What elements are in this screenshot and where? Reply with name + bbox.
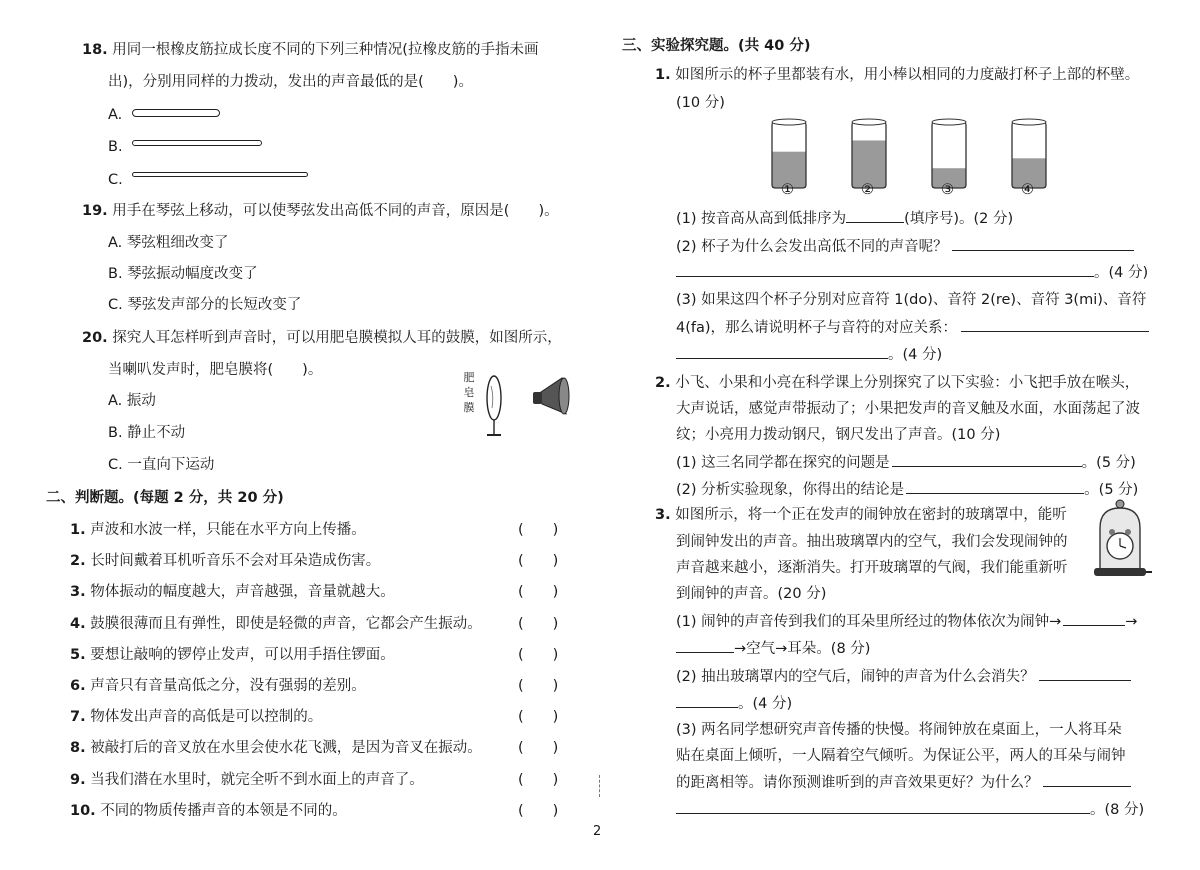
judgement-item: [70, 676, 366, 696]
judgement-number: 9.: [70, 771, 86, 788]
judgement-number: 3.: [70, 584, 86, 601]
cup-label: ④: [1021, 182, 1034, 198]
judgement-answer-paren[interactable]: ( ): [518, 771, 559, 788]
judgement-item: [70, 738, 482, 758]
r-q1-sub1: [676, 208, 1013, 229]
r-q1-sub3-line1: (3) 如果这四个杯子分别对应音符 1(do)、音符 2(re)、音符 3(mi)、音符: [676, 292, 1147, 308]
r-q2-line1: [655, 373, 1139, 393]
cup-label: ③: [941, 182, 954, 198]
judgement-answer-paren[interactable]: ( ): [518, 709, 559, 726]
r-q3-line4: 到闹钟的声音。(20 分): [676, 586, 827, 602]
soap-film-label-char: 皂: [463, 386, 475, 399]
judgement-number: 5.: [70, 646, 86, 663]
water-cup: [932, 119, 966, 188]
judgement-answer-paren[interactable]: ( ): [518, 522, 559, 538]
q20-line2: 当喇叭发声时，肥皂膜将( )。: [108, 362, 323, 378]
r-q3-sub3-line2: 贴在桌面上倾听，一人隔着空气倾听。为保证公平，两人的耳朵与闹钟: [676, 748, 1126, 764]
q18-text: 用同一根橡皮筋拉成长度不同的下列三种情况(拉橡皮筋的手指未画: [112, 42, 539, 58]
r-q1-number: 1.: [655, 67, 671, 83]
cup-rim: [772, 119, 806, 125]
judgement-number: 7.: [70, 709, 86, 726]
r-q1-sub2-line2: [676, 262, 1148, 283]
judgement-text: 长时间戴着耳机听音乐不会对耳朵造成伤害。: [90, 553, 381, 570]
r-q3-sub2-text: (2) 抽出玻璃罩内的空气后，闹钟的声音为什么会消失？: [676, 669, 1035, 685]
cup-rim: [1012, 119, 1046, 125]
q19-line: [82, 201, 559, 221]
judgement-number: 2.: [70, 553, 86, 570]
r-q3-sub2: [676, 666, 1131, 687]
answer-blank[interactable]: [676, 693, 738, 708]
judgement-answer-paren[interactable]: ( ): [518, 553, 559, 570]
judgement-item: [70, 614, 482, 634]
water-cup: [852, 119, 886, 188]
r-q1-sub1-tail: (填序号)。(2 分): [904, 211, 1014, 227]
bell-jar-base: [1094, 568, 1146, 576]
answer-blank[interactable]: [846, 208, 904, 223]
r-q3-sub1-line2: [676, 638, 870, 659]
q20-option-c: C. 一直向下运动: [108, 457, 215, 473]
r-q3-line3: 声音越来越小，逐渐消失。打开玻璃罩的气阀，我们能重新听: [676, 560, 1068, 576]
q19-option-a: A. 琴弦粗细改变了: [108, 235, 229, 251]
answer-blank[interactable]: [676, 344, 888, 359]
q20-number: 20.: [82, 330, 108, 346]
cup-rim: [932, 119, 966, 125]
judgement-text: 被敲打后的音叉放在水里会使水花飞溅，是因为音叉在振动。: [90, 740, 482, 757]
judgement-text: 声音只有音量高低之分，没有强弱的差别。: [90, 678, 366, 694]
r-q1-sub3-line3: [676, 344, 942, 365]
judgement-number: 1.: [70, 522, 86, 538]
judgement-item: [70, 707, 322, 727]
rubber-band-short: [132, 109, 220, 117]
r-q1-line1: [655, 65, 1139, 85]
judgement-text: 要想让敲响的锣停止发声，可以用手捂住锣面。: [90, 646, 395, 663]
judgement-item: [70, 582, 395, 602]
bell-jar-clock-figure: [1092, 498, 1152, 580]
q19-number: 19.: [82, 203, 108, 219]
judgement-text: 物体发出声音的高低是可以控制的。: [90, 709, 323, 726]
q18-option-c: C.: [108, 172, 123, 188]
section2-title: 二、判断题。(每题 2 分，共 20 分): [46, 490, 284, 506]
r-q2-sub2: [676, 479, 1138, 500]
r-q2-sub1-text: (1) 这三名同学都在探究的问题是: [676, 455, 890, 471]
r-q1-sub3-line2: [676, 317, 1149, 338]
rubber-band-long: [132, 172, 308, 177]
r-q1-sub3-score: 。(4 分): [888, 347, 943, 363]
arrow-glyph: →: [1125, 614, 1138, 630]
alarm-clock-icon: [1107, 529, 1133, 559]
judgement-answer-paren[interactable]: ( ): [518, 646, 559, 663]
r-q3-sub3-line4: [676, 799, 1144, 820]
judgement-item: [70, 801, 347, 821]
r-q3-sub3-text: 的距离相等。请你预测谁听到的声音效果更好？为什么？: [676, 775, 1039, 791]
r-q2-sub1: [676, 452, 1136, 473]
q18-option-a: A.: [108, 107, 123, 123]
judgement-answer-paren[interactable]: ( ): [518, 615, 559, 632]
r-q3-line2: 到闹钟发出的声音。抽出玻璃罩内的空气，我们会发现闹钟的: [676, 534, 1068, 550]
answer-blank[interactable]: [1039, 666, 1131, 681]
judgement-item: [70, 770, 424, 790]
r-q1-text: 如图所示的杯子里都装有水，用小棒以相同的力度敲打杯子上部的杯壁。: [675, 67, 1140, 83]
q20-option-a: A. 振动: [108, 393, 156, 409]
judgement-text: 鼓膜很薄而且有弹性，即使是轻微的声音，它都会产生振动。: [90, 615, 482, 632]
water-cups-figure: [762, 118, 1062, 202]
cup-label: ②: [861, 182, 874, 198]
water-cup: [1012, 119, 1046, 188]
r-q2-number: 2.: [655, 375, 671, 391]
q20-line1: [82, 328, 562, 348]
rubber-band-medium: [132, 140, 262, 146]
r-q3-number: 3.: [655, 507, 671, 523]
judgement-number: 10.: [70, 802, 96, 819]
water-cup: [772, 119, 806, 188]
q18-number: 18.: [82, 42, 108, 58]
judgement-answer-paren[interactable]: ( ): [518, 584, 559, 601]
judgement-answer-paren[interactable]: ( ): [518, 678, 559, 694]
judgement-item: [70, 520, 366, 540]
q19-option-c: C. 琴弦发声部分的长短改变了: [108, 297, 302, 313]
q19-text: 用手在琴弦上移动，可以使琴弦发出高低不同的声音，原因是( )。: [112, 203, 559, 219]
r-q1-sub2-score: 。(4 分): [1094, 265, 1149, 281]
soap-film-figure: [480, 370, 580, 442]
r-q2-text: 小飞、小果和小亮在科学课上分别探究了以下实验：小飞把手放在喉头，: [675, 375, 1140, 391]
judgement-number: 8.: [70, 740, 86, 757]
answer-blank[interactable]: [1063, 611, 1125, 626]
r-q1-sub1-text: (1) 按音高从高到低排序为: [676, 211, 847, 227]
r-q2-sub2-text: (2) 分析实验现象，你得出的结论是: [676, 482, 905, 498]
page-number: 2: [593, 824, 602, 839]
judgement-text: 当我们潜在水里时，就完全听不到水面上的声音了。: [90, 771, 424, 788]
r-q2-sub2-score: 。(5 分): [1084, 482, 1139, 498]
judgement-answer-paren[interactable]: ( ): [518, 802, 559, 819]
r-q3-sub1-tail: →空气→耳朵。(8 分): [734, 641, 871, 657]
r-q1-sub2: [676, 236, 1134, 257]
answer-blank[interactable]: [676, 799, 1090, 814]
q19-option-b: B. 琴弦振动幅度改变了: [108, 266, 258, 282]
answer-blank[interactable]: [961, 317, 1149, 332]
r-q3-sub1: [676, 611, 1137, 632]
r-q3-sub1-text: (1) 闹钟的声音传到我们的耳朵里所经过的物体依次为闹钟→: [676, 614, 1062, 630]
r-q3-sub3-score: 。(8 分): [1090, 802, 1145, 818]
section3-title: 三、实验探究题。(共 40 分): [622, 38, 811, 54]
soap-film-label-char: 肥: [463, 371, 475, 384]
cup-rim: [852, 119, 886, 125]
loudspeaker-icon: [533, 378, 569, 414]
answer-blank[interactable]: [906, 479, 1084, 494]
soap-film-label-char: 膜: [463, 401, 475, 414]
cup-label: ①: [781, 182, 794, 198]
r-q1-sub3-text: 4(fa)，那么请说明杯子与音符的对应关系：: [676, 320, 958, 336]
r-q3-sub3-line1: (3) 两名同学想研究声音传播的快慢。将闹钟放在桌面上，一人将耳朵: [676, 722, 1122, 738]
r-q1-line2: (10 分): [676, 95, 725, 111]
q20-option-b: B. 静止不动: [108, 425, 186, 441]
q18-line2: 出)，分别用同样的力拨动，发出的声音最低的是( )。: [108, 74, 473, 90]
answer-blank[interactable]: [1043, 772, 1131, 787]
soap-film-ring: [487, 376, 501, 420]
judgement-text: 声波和水波一样，只能在水平方向上传播。: [90, 522, 366, 538]
r-q3-text: 如图所示，将一个正在发声的闹钟放在密封的玻璃罩中，能听: [675, 507, 1067, 523]
judgement-number: 4.: [70, 615, 86, 632]
r-q2-line3: 纹；小亮用力拨动钢尺，钢尺发出了声音。(10 分): [676, 427, 1001, 443]
answer-blank[interactable]: [676, 638, 734, 653]
judgement-answer-paren[interactable]: ( ): [518, 740, 559, 757]
judgement-item: [70, 551, 380, 571]
answer-blank[interactable]: [892, 452, 1082, 467]
r-q1-sub2-text: (2) 杯子为什么会发出高低不同的声音呢？: [676, 239, 948, 255]
q18-option-b: B.: [108, 139, 123, 155]
answer-blank[interactable]: [676, 262, 1094, 277]
soap-film-label: [463, 370, 475, 415]
judgement-text: 物体振动的幅度越大，声音越强，音量就越大。: [90, 584, 395, 601]
r-q2-line2: 大声说话，感觉声带振动了；小果把发声的音叉触及水面，水面荡起了波: [676, 401, 1140, 417]
r-q3-sub3-line3: [676, 772, 1131, 793]
judgement-text: 不同的物质传播声音的本领是不同的。: [100, 802, 347, 819]
q18-line1: [82, 40, 538, 60]
r-q2-sub1-score: 。(5 分): [1081, 455, 1136, 471]
column-divider: [599, 775, 600, 797]
judgement-item: [70, 645, 395, 665]
r-q3-sub2-line2: [676, 693, 792, 714]
r-q3-sub2-score: 。(4 分): [738, 696, 793, 712]
r-q3-line1: [655, 505, 1067, 525]
q20-text: 探究人耳怎样听到声音时，可以用肥皂膜模拟人耳的鼓膜，如图所示，: [112, 330, 562, 346]
judgement-number: 6.: [70, 678, 86, 694]
answer-blank[interactable]: [952, 236, 1134, 251]
